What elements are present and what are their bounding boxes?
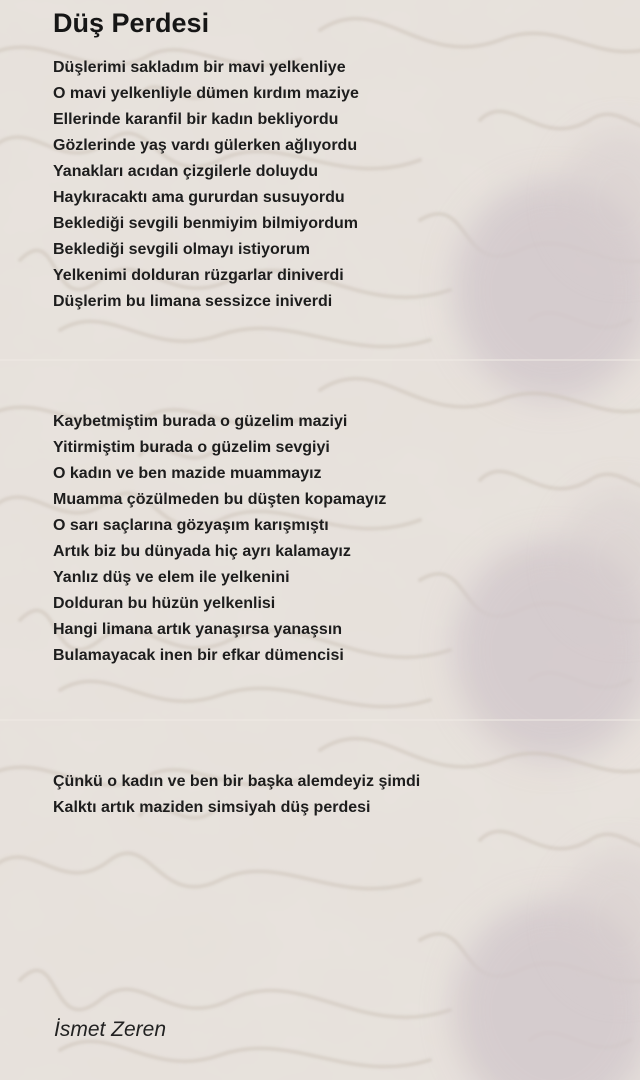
poem-author: İsmet Zeren <box>54 1018 167 1041</box>
poem-line: Gözlerinde yaş vardı gülerken ağlıyordu <box>53 137 358 154</box>
poem-line: Bulamayacak inen bir efkar dümencisi <box>53 647 344 664</box>
poem-line: O kadın ve ben mazide muammayız <box>53 465 322 482</box>
poem-line: Yitirmiştim burada o güzelim sevgiyi <box>53 439 330 456</box>
poem-line: Kaybetmiştim burada o güzelim maziyi <box>53 413 348 430</box>
poem-line: Artık biz bu dünyada hiç ayrı kalamayız <box>53 543 351 560</box>
poem-line: Düşlerim bu limana sessizce iniverdi <box>53 293 333 310</box>
poem-line: Beklediği sevgili olmayı istiyorum <box>53 241 310 258</box>
poem-line: Düşlerimi sakladım bir mavi yelkenliye <box>53 59 346 76</box>
stanza-2 <box>53 409 386 669</box>
stanza-1 <box>53 55 359 315</box>
poem-line: Dolduran bu hüzün yelkenlisi <box>53 595 276 612</box>
poem-line: O mavi yelkenliyle dümen kırdım maziye <box>53 85 359 102</box>
poem-line: Çünkü o kadın ve ben bir başka alemdeyiz şimdi <box>53 773 421 790</box>
poem-title: Düş Perdesi <box>53 8 210 38</box>
poem-line: Yanakları acıdan çizgilerle doluydu <box>53 163 318 180</box>
poem-line: Haykıracaktı ama gururdan susuyordu <box>53 189 345 206</box>
poem-line: O sarı saçlarına gözyaşım karışmıştı <box>53 517 329 534</box>
poem-line: Ellerinde karanfil bir kadın bekliyordu <box>53 111 339 128</box>
poem-line: Hangi limana artık yanaşırsa yanaşsın <box>53 621 343 638</box>
poem-line: Yelkenimi dolduran rüzgarlar diniverdi <box>53 267 344 284</box>
poem-line: Beklediği sevgili benmiyim bilmiyordum <box>53 215 358 232</box>
poem-line: Muamma çözülmeden bu düşten kopamayız <box>53 491 387 508</box>
poem-line: Kalktı artık maziden simsiyah düş perdesi <box>53 799 371 816</box>
stanza-3 <box>53 769 420 821</box>
poem-line: Yanlız düş ve elem ile yelkenini <box>53 569 290 586</box>
